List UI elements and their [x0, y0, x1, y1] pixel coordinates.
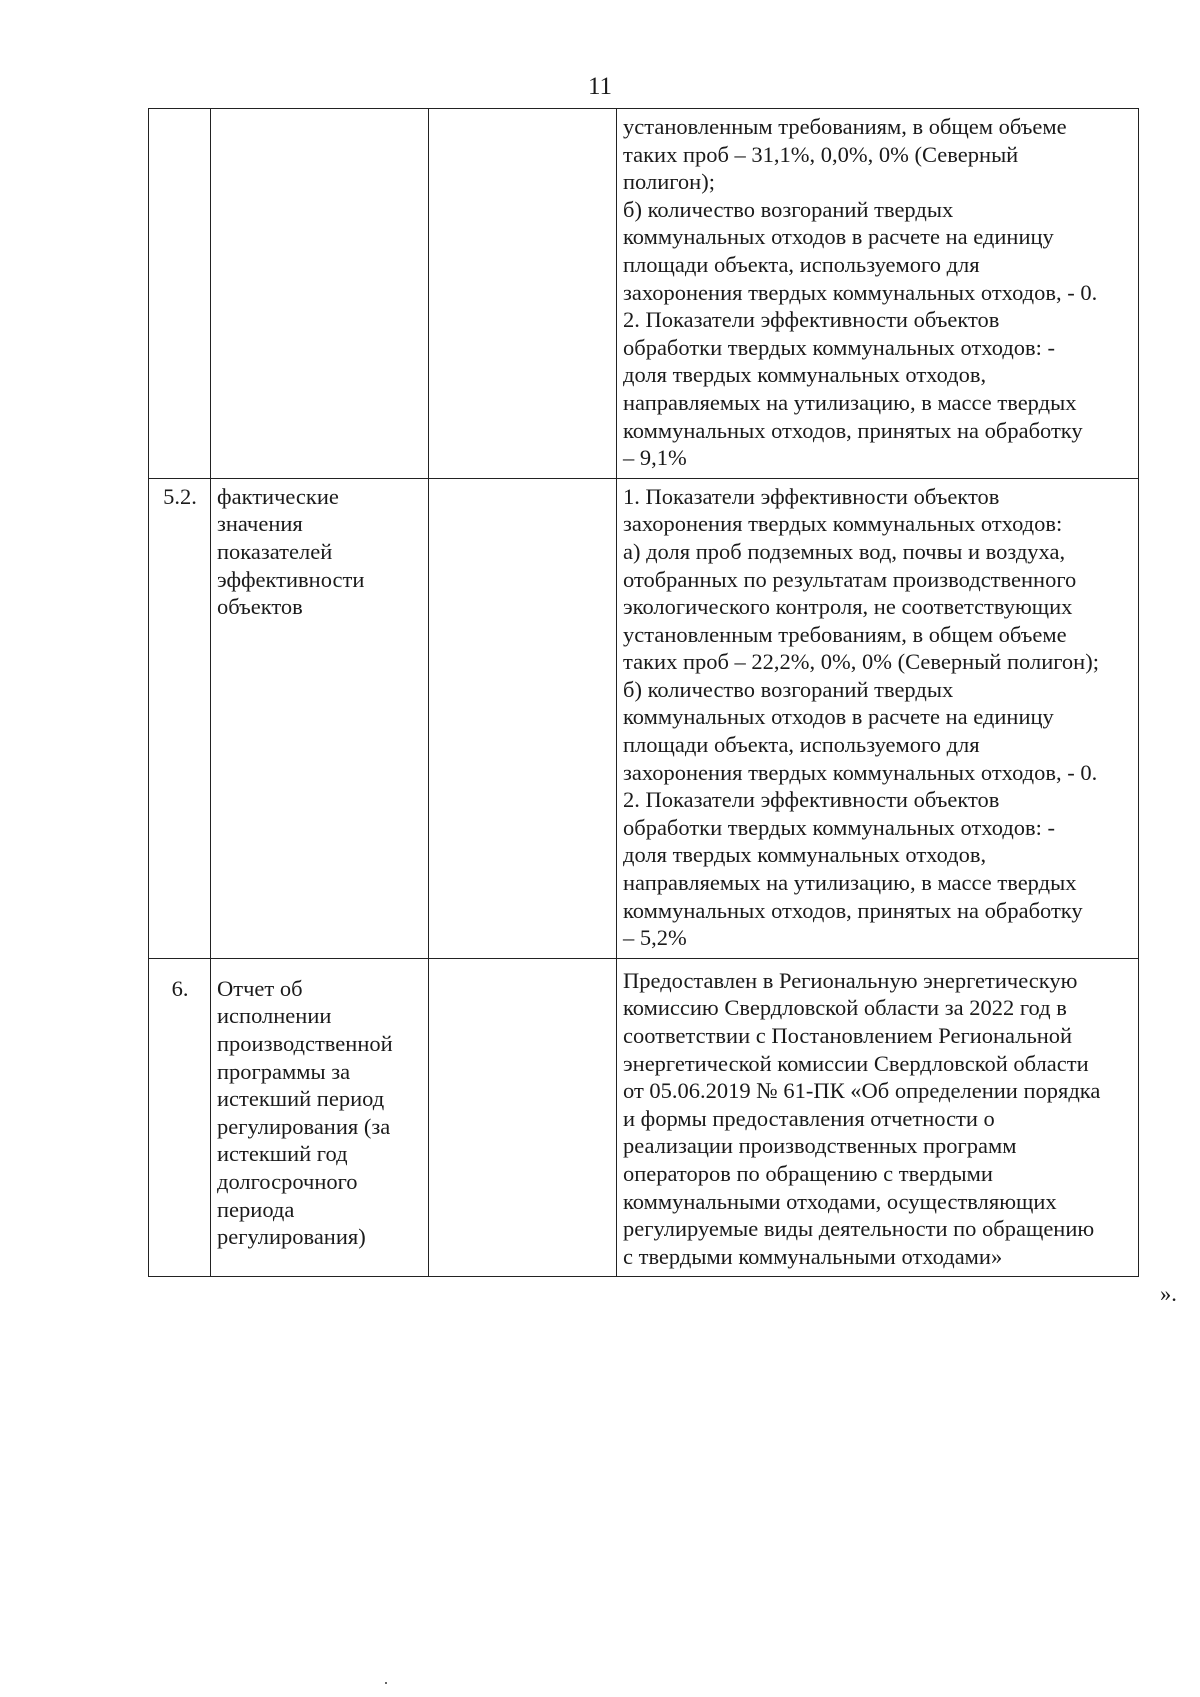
- page-number: 11: [587, 73, 613, 100]
- row-number-cell: 5.2.: [149, 478, 211, 958]
- indicator-name-cell: Отчет об исполнении производственной программы за истекший период регулирования (за истекший год долгосрочного периода регулирования): [211, 958, 429, 1277]
- closing-quote: ».: [1160, 1281, 1177, 1306]
- indicator-content-cell: 1. Показатели эффективности объектов захоронения твердых коммунальных отходов: а) доля проб подземных вод, почвы и воздуха, отобранных по результатам производственного экологического контроля, не соответствующих установленным требованиям, в общем объеме таких проб – 22,2%, 0%, 0% (Северный полигон); б) количество возгораний твердых коммунальных отходов в расчете на единицу площади объекта, используемого для захоронения твердых коммунальных отходов, - 0. 2. Показатели эффективности объектов обработки твердых коммунальных отходов: - доля твердых коммунальных отходов, направляемых на утилизацию, в массе твердых коммунальных отходов, принятых на обработку – 5,2%: [617, 478, 1139, 958]
- indicator-name-cell: фактические значения показателей эффективности объектов: [211, 478, 429, 958]
- table-row: [149, 109, 1139, 479]
- indicator-name-cell: [211, 109, 429, 479]
- table-row: [149, 478, 1139, 958]
- empty-cell: [429, 109, 617, 479]
- row-number-cell: 6.: [149, 958, 211, 1277]
- scan-speck: [385, 1682, 387, 1684]
- row-number-cell: [149, 109, 211, 479]
- indicator-content-cell: установленным требованиям, в общем объеме таких проб – 31,1%, 0,0%, 0% (Северный полигон); б) количество возгораний твердых коммунальных отходов в расчете на единицу площади объекта, используемого для захоронения твердых коммунальных отходов, - 0. 2. Показатели эффективности объектов обработки твердых коммунальных отходов: - доля твердых коммунальных отходов, направляемых на утилизацию, в массе твердых коммунальных отходов, принятых на обработку – 9,1%: [617, 109, 1139, 479]
- empty-cell: [429, 958, 617, 1277]
- indicators-table: [148, 108, 1139, 1277]
- table-row: [149, 958, 1139, 1277]
- empty-cell: [429, 478, 617, 958]
- indicator-content-cell: Предоставлен в Региональную энергетическую комиссию Свердловской области за 2022 год в соответствии с Постановлением Региональной энергетической комиссии Свердловской области от 05.06.2019 № 61-ПК «Об определении порядка и формы предоставления отчетности о реализации производственных программ операторов по обращению с твердыми коммунальными отходами, осуществляющих регулируемые виды деятельности по обращению с твердыми коммунальными отходами»: [617, 958, 1139, 1277]
